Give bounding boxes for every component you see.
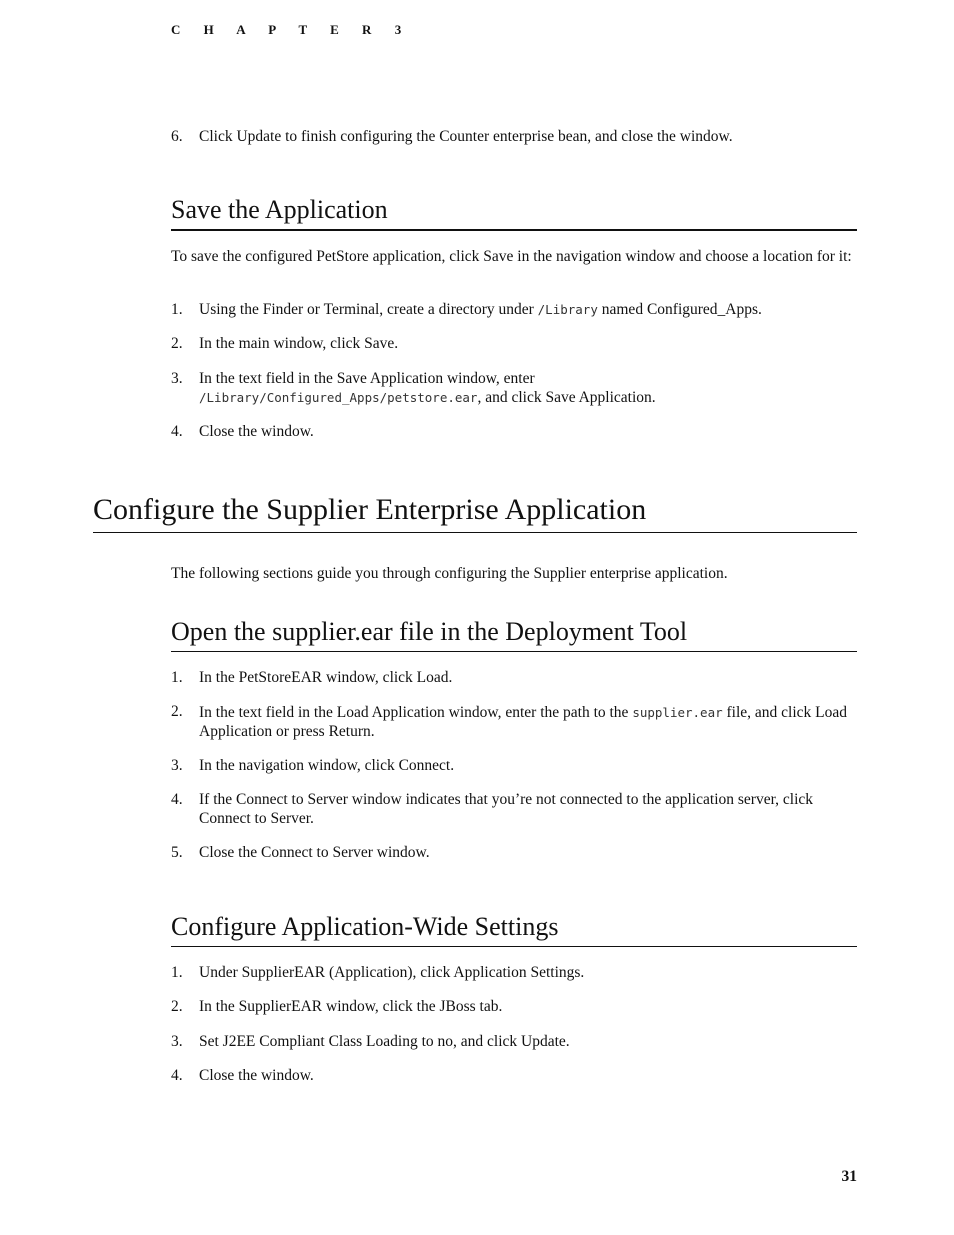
chapter-section-heading: Configure the Supplier Enterprise Application — [93, 493, 857, 533]
step-text-part: In the text field in the Load Application window, enter the path to the — [199, 704, 633, 721]
step-number: 3. — [171, 757, 183, 774]
step-text-part: Using the Finder or Terminal, create a directory under — [199, 301, 538, 318]
step-number: 6. — [171, 128, 183, 145]
step-text: Click Update to finish configuring the Counter enterprise bean, and close the window. — [199, 128, 733, 145]
step-text-part: named Configured_Apps. — [597, 301, 762, 318]
step-text-part: , and click Save Application. — [477, 389, 656, 406]
code-path: /Library/Configured_Apps/petstore.ear — [199, 390, 478, 405]
step-number: 4. — [171, 1067, 183, 1084]
chapter-header: C H A P T E R 3 — [171, 22, 412, 37]
step-number: 3. — [171, 370, 183, 387]
step-text: If the Connect to Server window indicates that you’re not connected to the application server, click Connect to Server. — [199, 791, 814, 827]
step-number: 5. — [171, 844, 183, 861]
step-text: Close the window. — [199, 1067, 314, 1084]
step-number: 2. — [171, 703, 183, 720]
step-text — [199, 369, 859, 407]
section-intro: The following sections guide you through configuring the Supplier enterprise application. — [171, 565, 728, 582]
step-text: In the navigation window, click Connect. — [199, 757, 455, 774]
section-heading-open-supplier: Open the supplier.ear file in the Deployment Tool — [171, 617, 857, 652]
step-text-part: In the text field in the Save Application window, enter — [199, 370, 535, 387]
step-number: 2. — [171, 998, 183, 1015]
step-text-part: file, and click Load Application or press Return. — [199, 704, 848, 740]
step-text — [199, 703, 859, 741]
step-number: 3. — [171, 1033, 183, 1050]
step-number: 1. — [171, 669, 183, 686]
step-number: 2. — [171, 335, 183, 352]
code-path: /Library — [537, 302, 598, 317]
step-text: Close the Connect to Server window. — [199, 844, 430, 861]
step-number: 4. — [171, 423, 183, 440]
step-number: 1. — [171, 964, 183, 981]
section-intro: To save the configured PetStore application, click Save in the navigation window and choose a location for it: — [171, 248, 852, 265]
step-number: 4. — [171, 791, 183, 808]
step-text: Set J2EE Compliant Class Loading to no, and click Update. — [199, 1033, 570, 1050]
section-heading-save-application: Save the Application — [171, 195, 857, 231]
section-heading-app-settings: Configure Application-Wide Settings — [171, 912, 857, 947]
step-text: In the main window, click Save. — [199, 335, 399, 352]
step-text: In the PetStoreEAR window, click Load. — [199, 669, 453, 686]
step-text: Under SupplierEAR (Application), click Application Settings. — [199, 964, 585, 981]
step-number: 1. — [171, 301, 183, 318]
step-text: In the SupplierEAR window, click the JBoss tab. — [199, 998, 503, 1015]
step-text: Close the window. — [199, 423, 314, 440]
code-filename: supplier.ear — [632, 705, 723, 720]
page-number: 31 — [841, 1168, 857, 1185]
step-text — [199, 300, 859, 319]
